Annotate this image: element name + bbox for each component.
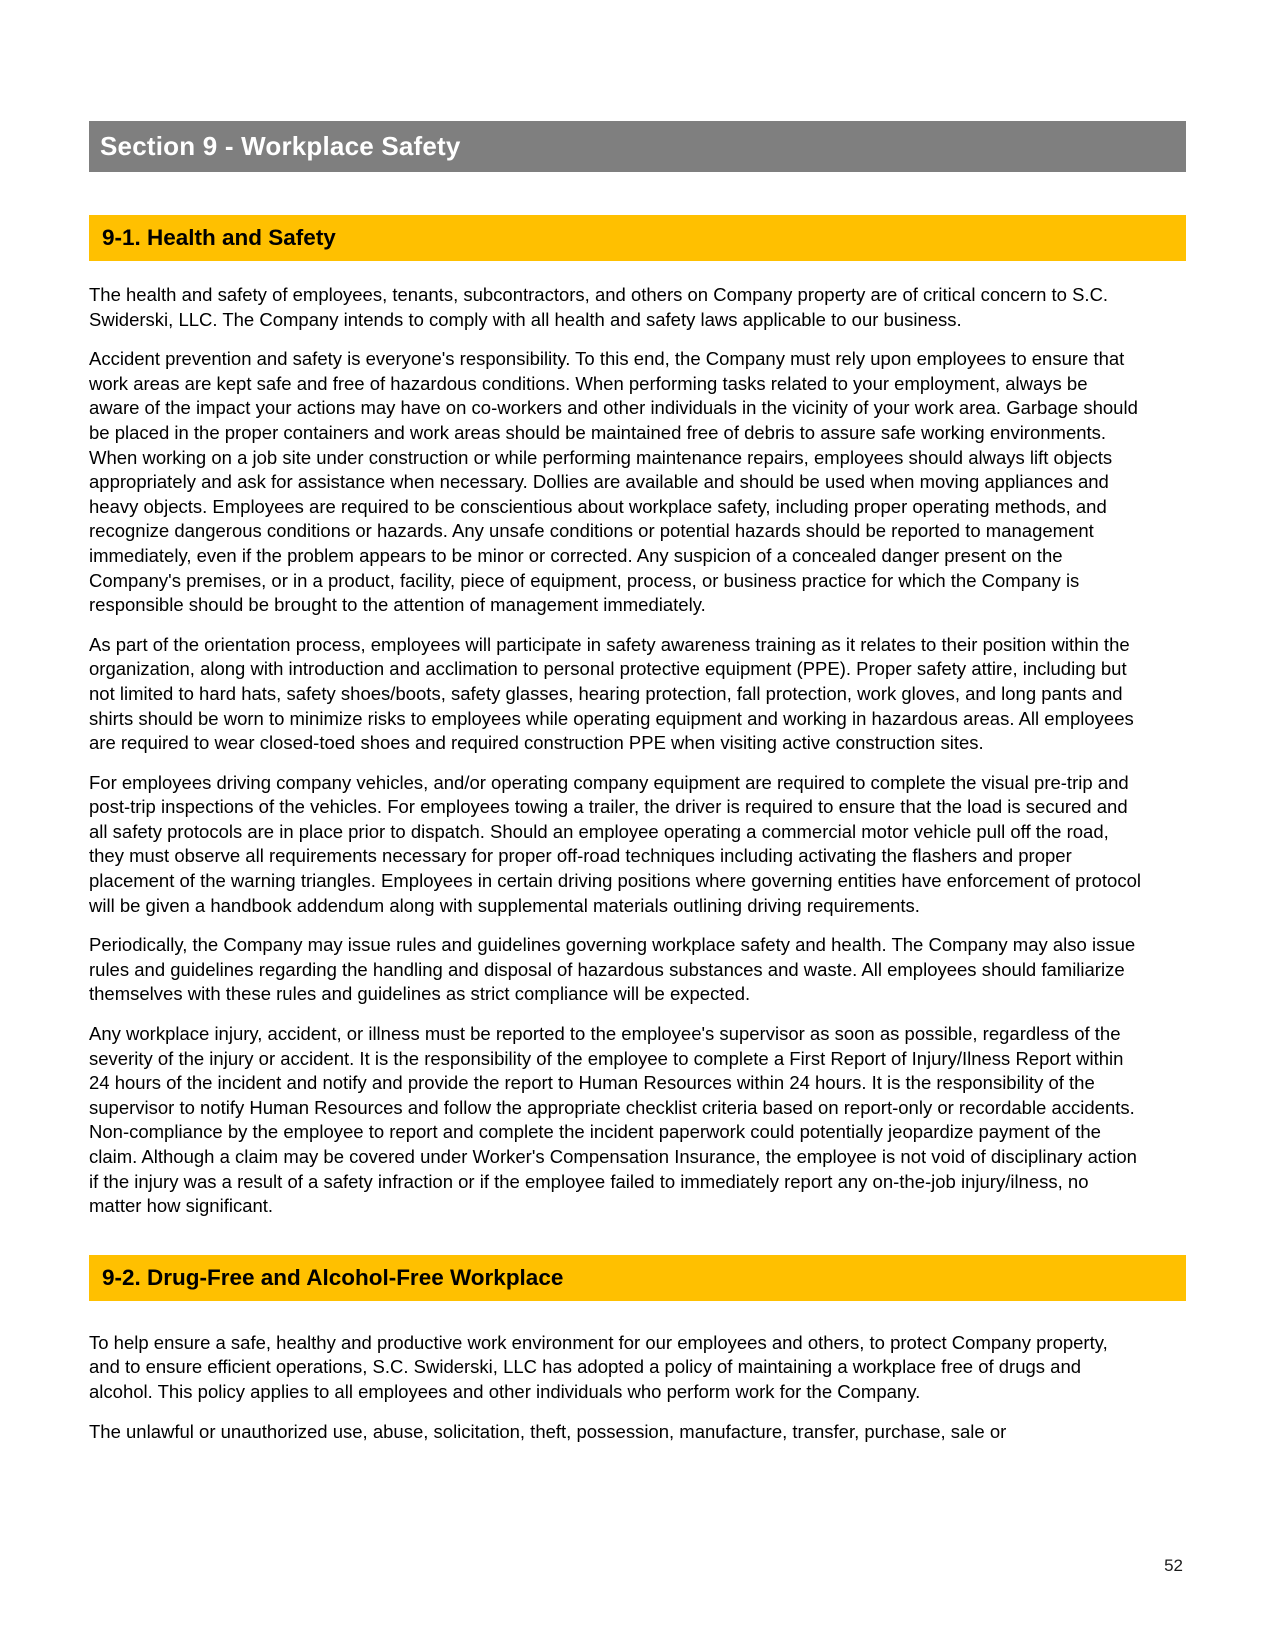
paragraph: Any workplace injury, accident, or illness must be reported to the employee's supervisor as soon as possible, regardless of the severity of the injury or accident. It is the responsibility of the employee to complete a First Report of Injury/Ilness Report within 24 hours of the incident and notify and provide the report to Human Resources within 24 hours. It is the responsibility of the supervisor to notify Human Resources and follow the appropriate checklist criteria based on report-only or recordable accidents. Non-compliance by the employee to report and complete the incident paperwork could potentially jeopardize payment of the claim. Although a claim may be covered under Worker's Compensation Insurance, the employee is not void of disciplinary action if the injury was a result of a safety infraction or if the employee failed to immediately report any on-the-job injury/ilness, no matter how significant. xyxy=(89,1023,1137,1217)
subsection-health-and-safety-body xyxy=(89,283,1186,1219)
subsection-drug-free-workplace-title: 9-2. Drug-Free and Alcohol-Free Workplace xyxy=(102,1264,564,1290)
page-content xyxy=(89,121,1186,1459)
subsection-drug-free-workplace-header-bar xyxy=(89,1255,1186,1301)
section-header-bar xyxy=(89,121,1186,172)
paragraph: As part of the orientation process, employees will participate in safety awareness training as it relates to their position within the organization, along with introduction and acclimation to personal protective equipment (PPE). Proper safety attire, including but not limited to hard hats, safety shoes/boots, safety glasses, hearing protection, fall protection, work gloves, and long pants and shirts should be worn to minimize risks to employees while operating equipment and working in hazardous areas. All employees are required to wear closed-toed shoes and required construction PPE when visiting active construction sites. xyxy=(89,633,1134,754)
subsection-health-and-safety-title: 9-1. Health and Safety xyxy=(102,225,336,250)
subsection-health-and-safety xyxy=(89,215,1186,1219)
paragraph: To help ensure a safe, healthy and productive work environment for our employees and others, to protect Company property, and to ensure efficient operations, S.C. Swiderski, LLC has adopted a policy of maintaining a workplace free of drugs and alcohol. This policy applies to all employees and other individuals who perform work for the Company. xyxy=(89,1331,1108,1402)
page-number: 52 xyxy=(1164,1556,1183,1575)
paragraph: Accident prevention and safety is everyone's responsibility. To this end, the Company must rely upon employees to ensure that work areas are kept safe and free of hazardous conditions. When performing tasks related to your employment, always be aware of the impact your actions may have on co-workers and other individuals in the vicinity of your work area. Garbage should be placed in the proper containers and work areas should be maintained free of debris to assure safe working environments. When working on a job site under construction or while performing maintenance repairs, employees should always lift objects appropriately and ask for assistance when necessary. Dollies are available and should be used when moving appliances and heavy objects. Employees are required to be conscientious about workplace safety, including proper operating methods, and recognize dangerous conditions or hazards. Any unsafe conditions or potential hazards should be reported to management immediately, even if the problem appears to be minor or corrected. Any suspicion of a concealed danger present on the Company's premises, or in a product, facility, piece of equipment, process, or business practice for which the Company is responsible should be brought to the attention of management immediately. xyxy=(89,348,1138,616)
paragraph: The health and safety of employees, tenants, subcontractors, and others on Company property are of critical concern to S.C. Swiderski, LLC. The Company intends to comply with all health and safety laws applicable to our business. xyxy=(89,284,1109,330)
subsection-health-and-safety-header-bar xyxy=(89,215,1186,261)
subsection-drug-free-workplace xyxy=(89,1255,1186,1444)
paragraph: For employees driving company vehicles, and/or operating company equipment are required to complete the visual pre-trip and post-trip inspections of the vehicles. For employees towing a trailer, the driver is required to ensure that the load is secured and all safety protocols are in place prior to dispatch. Should an employee operating a commercial motor vehicle pull off the road, they must observe all requirements necessary for proper off-road techniques including activating the flashers and proper placement of the warning triangles. Employees in certain driving positions where governing entities have enforcement of protocol will be given a handbook addendum along with supplemental materials outlining driving requirements. xyxy=(89,771,1141,916)
paragraph: Periodically, the Company may issue rules and guidelines governing workplace safety and health. The Company may also issue rules and guidelines regarding the handling and disposal of hazardous substances and waste. All employees should familiarize themselves with these rules and guidelines as strict compliance will be expected. xyxy=(89,934,1136,1005)
section-title: Section 9 - Workplace Safety xyxy=(100,131,461,161)
subsection-drug-free-workplace-body xyxy=(89,1331,1186,1444)
paragraph: The unlawful or unauthorized use, abuse, solicitation, theft, possession, manufacture, transfer, purchase, sale or xyxy=(89,1420,1007,1442)
